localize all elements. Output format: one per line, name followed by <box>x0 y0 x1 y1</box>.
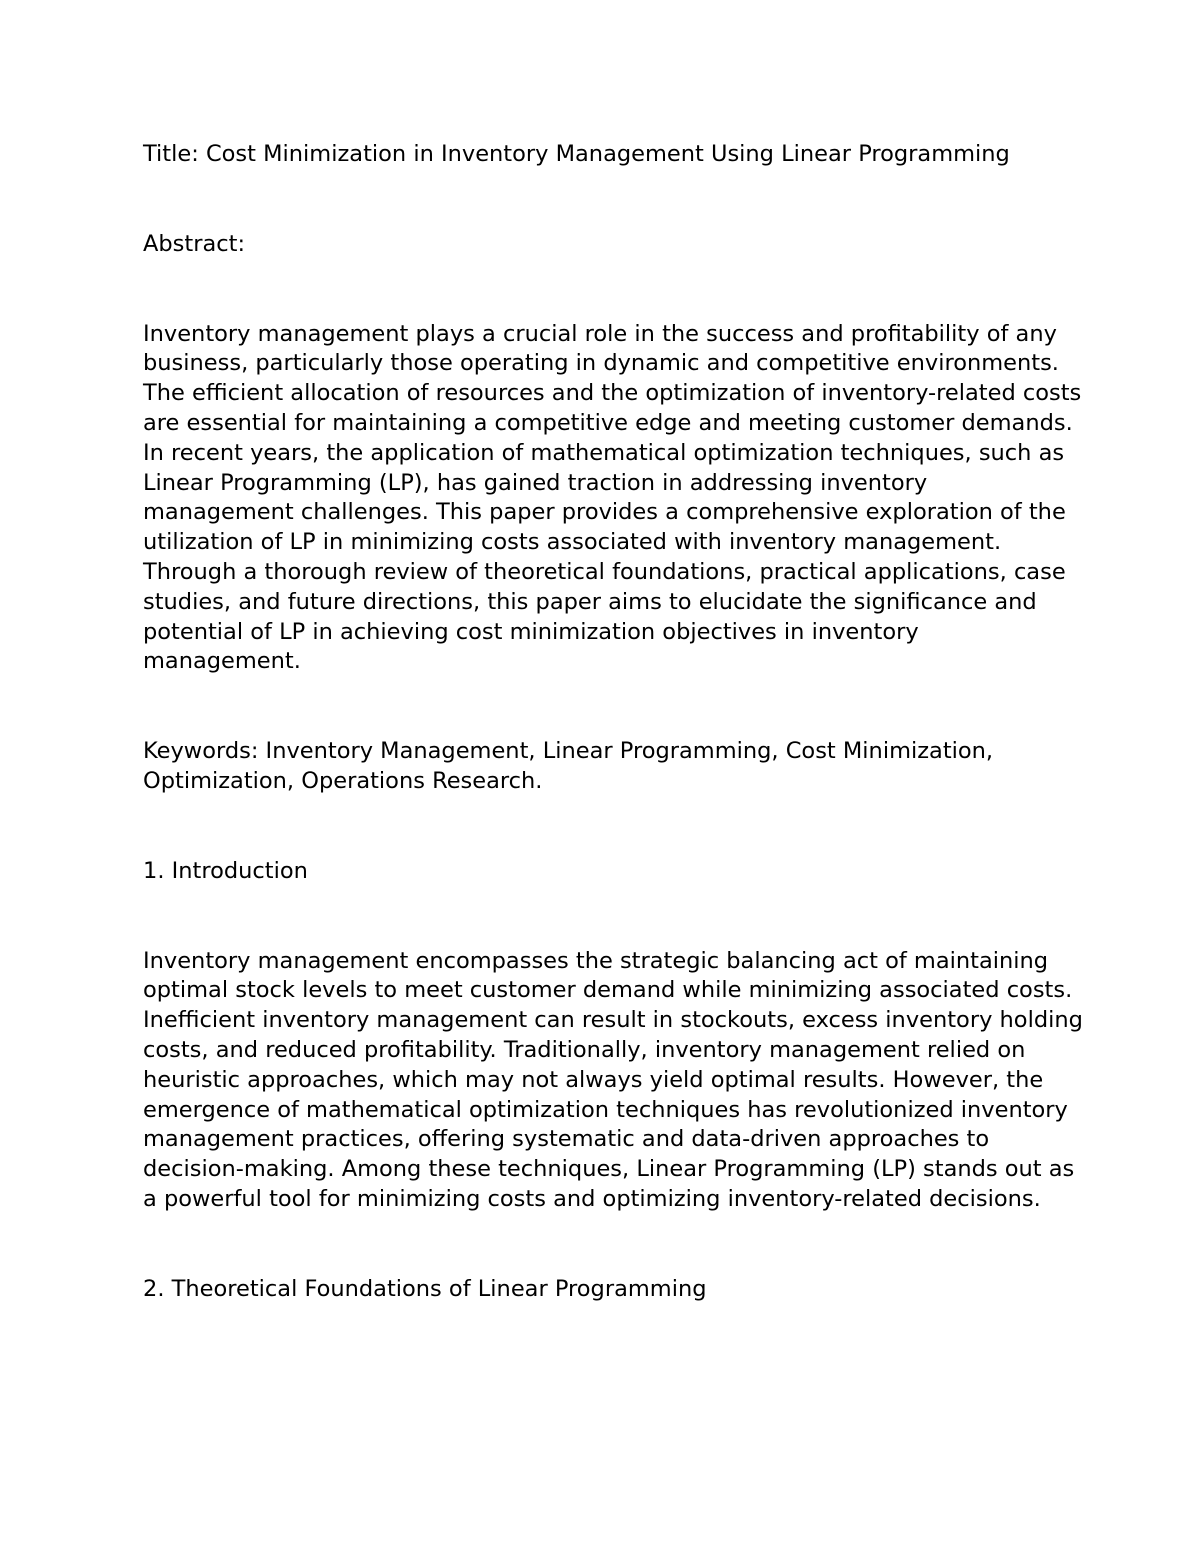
document-title: Title: Cost Minimization in Inventory Management Using Linear Programming <box>143 141 1010 167</box>
document-page <box>143 140 1083 1305</box>
section-2-heading: 2. Theoretical Foundations of Linear Programming <box>143 1275 707 1302</box>
keywords-line: Keywords: Inventory Management, Linear Programming, Cost Minimization, Optimization, Operations Research. <box>143 738 994 794</box>
introduction-heading: 1. Introduction <box>143 857 308 884</box>
introduction-paragraph: Inventory management encompasses the strategic balancing act of maintaining optimal stock levels to meet customer demand while minimizing associated costs. Inefficient inventory management can result in stockouts, excess inventory holding costs, and reduced profitability. Traditionally, inventory management relied on heuristic approaches, which may not always yield optimal results. However, the emergence of mathematical optimization techniques has revolutionized inventory management practices, offering systematic and data-driven approaches to decision-making. Among these techniques, Linear Programming (LP) stands out as a powerful tool for minimizing costs and optimizing inventory-related decisions. <box>143 947 1083 1212</box>
abstract-heading: Abstract: <box>143 230 246 257</box>
abstract-paragraph: Inventory management plays a crucial role in the success and profitability of any business, particularly those operating in dynamic and competitive environments. The efficient allocation of resources and the optimization of inventory-related costs are essential for maintaining a competitive edge and meeting customer demands. In recent years, the application of mathematical optimization techniques, such as Linear Programming (LP), has gained traction in addressing inventory management challenges. This paper provides a comprehensive exploration of the utilization of LP in minimizing costs associated with inventory management. Through a thorough review of theoretical foundations, practical applications, case studies, and future directions, this paper aims to elucidate the significance and potential of LP in achieving cost minimization objectives in inventory management. <box>143 320 1082 675</box>
